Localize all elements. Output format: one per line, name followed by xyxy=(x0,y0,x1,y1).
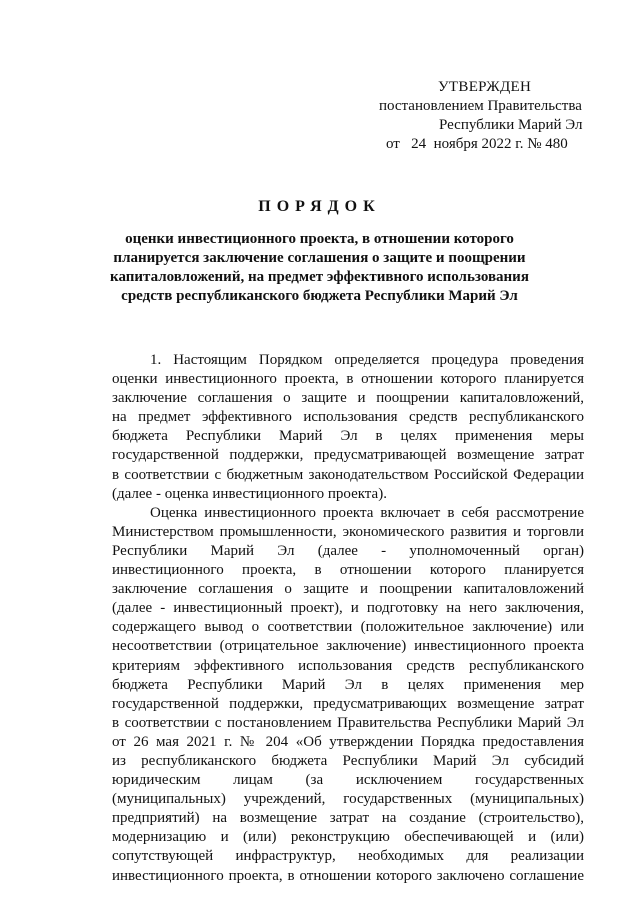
subtitle-line: средств республиканского бюджета Республики Марий Эл xyxy=(121,288,518,304)
document-title: ПОРЯДОК xyxy=(258,198,381,215)
paragraph-line: несоответствии (отрицательное заключение) инвестиционного проекта xyxy=(112,638,584,655)
paragraph-line: бюджета Республики Марий Эл в целях применения мер xyxy=(112,676,584,693)
paragraph-line: государственной поддержки, предусматривающих возмещение затрат xyxy=(112,695,584,712)
paragraph-line: в соответствии с постановлением Правительства Республики Марий Эл xyxy=(112,714,584,731)
paragraph-line: от 26 мая 2021 г. № 204 «Об утверждении Порядка предоставления xyxy=(112,733,584,750)
document-body xyxy=(112,351,584,886)
paragraph-line: (муниципальных) учреждений, государственных (муниципальных) xyxy=(112,791,584,808)
paragraph-line: 1. Настоящим Порядком определяется процедура проведения xyxy=(150,352,584,368)
paragraph-line: критериям эффективного использования средств республиканского xyxy=(112,657,584,674)
paragraph-line: сопутствующей инфраструктур, необходимых для реализации xyxy=(112,848,584,865)
paragraph-line: (далее - инвестиционный проект), и подготовку на него заключения, xyxy=(112,600,584,617)
paragraph-line: на предмет эффективного использования средств республиканского xyxy=(112,409,584,426)
paragraph-line: Оценка инвестиционного проекта включает в себя рассмотрение xyxy=(150,504,584,521)
paragraph-line: (далее - оценка инвестиционного проекта). xyxy=(112,485,387,502)
paragraph-line: инвестиционного проекта, в отношении которого планируется xyxy=(112,562,584,579)
paragraph-line: из республиканского бюджета Республики Марий Эл субсидий xyxy=(112,752,584,769)
paragraph-1 xyxy=(112,351,584,504)
paragraph-line: содержащего вывод о соответствии (положительное заключение) или xyxy=(112,619,584,636)
paragraph-line: предприятий) на возмещение затрат на создание (строительство), xyxy=(112,810,584,827)
subtitle-line: оценки инвестиционного проекта, в отношении которого xyxy=(125,231,514,247)
paragraph-line: заключение соглашения о защите и поощрении капиталовложений, xyxy=(112,390,584,407)
approval-line-region: Республики Марий Эл xyxy=(439,117,583,133)
paragraph-line: модернизацию и (или) реконструкцию обеспечивающей и (или) xyxy=(112,829,584,846)
paragraph-line: бюджета Республики Марий Эл в целях применения меры xyxy=(112,428,584,445)
subtitle-line: капиталовложений, на предмет эффективного использования xyxy=(110,269,529,285)
approval-line-authority: постановлением Правительства xyxy=(379,98,582,114)
approval-line-date-number: от 24 ноября 2022 г. № 480 xyxy=(386,136,568,152)
paragraph-line: заключение соглашения о защите и поощрении капиталовложений xyxy=(112,581,584,598)
paragraph-line: оценки инвестиционного проекта, в отношении которого планируется xyxy=(112,371,584,388)
paragraph-line: государственной поддержки, предусматривающей возмещение затрат xyxy=(112,447,584,464)
document-subtitle xyxy=(0,230,639,306)
paragraph-line: в соответствии с бюджетным законодательством Российской Федерации xyxy=(112,466,584,483)
paragraph-line: инвестиционного проекта, в отношении которого заключено соглашение xyxy=(112,867,584,884)
paragraph-line: Республики Марий Эл (далее - уполномоченный орган) xyxy=(112,542,584,559)
subtitle-line: планируется заключение соглашения о защите и поощрении xyxy=(113,250,526,266)
paragraph-line: юридическим лицам (за исключением государственных xyxy=(112,772,584,789)
paragraph-2 xyxy=(112,504,584,886)
approval-heading: УТВЕРЖДЕН xyxy=(438,79,532,95)
paragraph-line: Министерством промышленности, экономического развития и торговли xyxy=(112,523,584,540)
